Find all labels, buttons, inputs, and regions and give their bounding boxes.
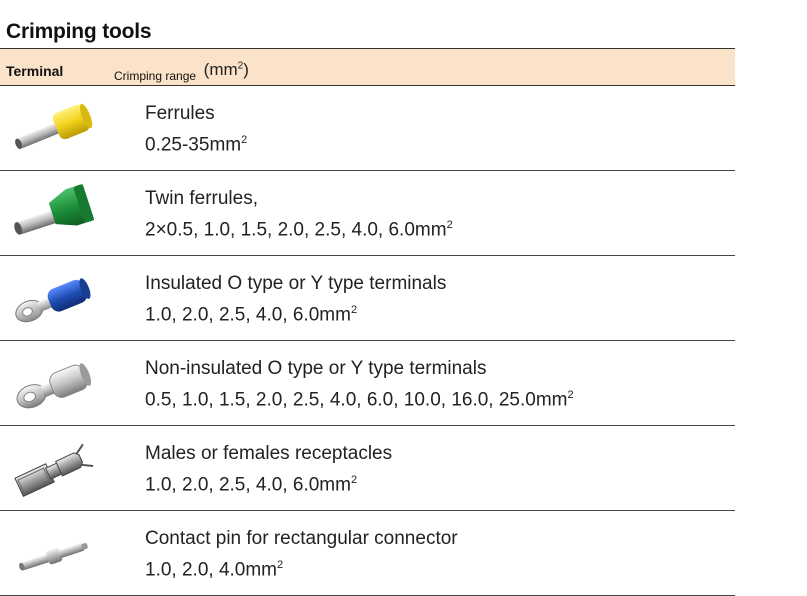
table-row	[0, 86, 735, 171]
non-insulated-ring-terminal-icon	[8, 351, 94, 415]
table-row	[0, 256, 735, 341]
terminal-name: Non-insulated O type or Y type terminals	[145, 358, 487, 379]
insulated-ring-terminal-icon	[8, 266, 94, 330]
ferrule-yellow-icon	[8, 96, 94, 160]
crimping-table	[0, 48, 735, 596]
table-row	[0, 511, 735, 596]
crimping-range: 0.5, 1.0, 1.5, 2.0, 2.5, 4.0, 6.0, 10.0, 16.0, $25.0mm^2$	[145, 389, 574, 411]
table-row	[0, 341, 735, 426]
header-terminal: Terminal	[6, 63, 64, 79]
crimping-range: 1.0, 2.0, 2.5, 4.0, $6.0mm^2$	[145, 474, 358, 496]
twin-ferrule-green-icon	[8, 181, 94, 245]
table-header	[0, 48, 735, 86]
header-range-unit: $(mm^2)$	[203, 60, 249, 79]
header-crimping-range	[114, 60, 249, 83]
contact-pin-icon	[8, 521, 94, 585]
row-text	[145, 525, 458, 583]
row-text	[145, 100, 247, 158]
terminal-name: Twin ferrules,	[145, 188, 258, 209]
crimping-range: 2×0.5, 1.0, 1.5, 2.0, 2.5, 4.0, $6.0mm^2$	[145, 219, 453, 241]
row-text	[145, 270, 446, 328]
row-text	[145, 185, 453, 243]
table-row	[0, 426, 735, 511]
receptacle-terminal-icon	[8, 436, 94, 500]
crimping-range: 1.0, 2.0, 2.5, 4.0, $6.0mm^2$	[145, 304, 358, 326]
terminal-name: Contact pin for rectangular connector	[145, 528, 458, 549]
table-row	[0, 171, 735, 256]
terminal-name: Males or females receptacles	[145, 443, 393, 464]
page-title: Crimping tools	[6, 20, 152, 43]
crimping-range: $0.25-35mm^2$	[145, 134, 248, 156]
crimping-range: 1.0, 2.0, $4.0mm^2$	[145, 559, 284, 581]
row-text	[145, 355, 574, 413]
row-text	[145, 440, 392, 498]
terminal-name: Insulated O type or Y type terminals	[145, 273, 447, 294]
terminal-name: Ferrules	[145, 103, 215, 124]
header-range-label: Crimping range	[114, 69, 197, 83]
